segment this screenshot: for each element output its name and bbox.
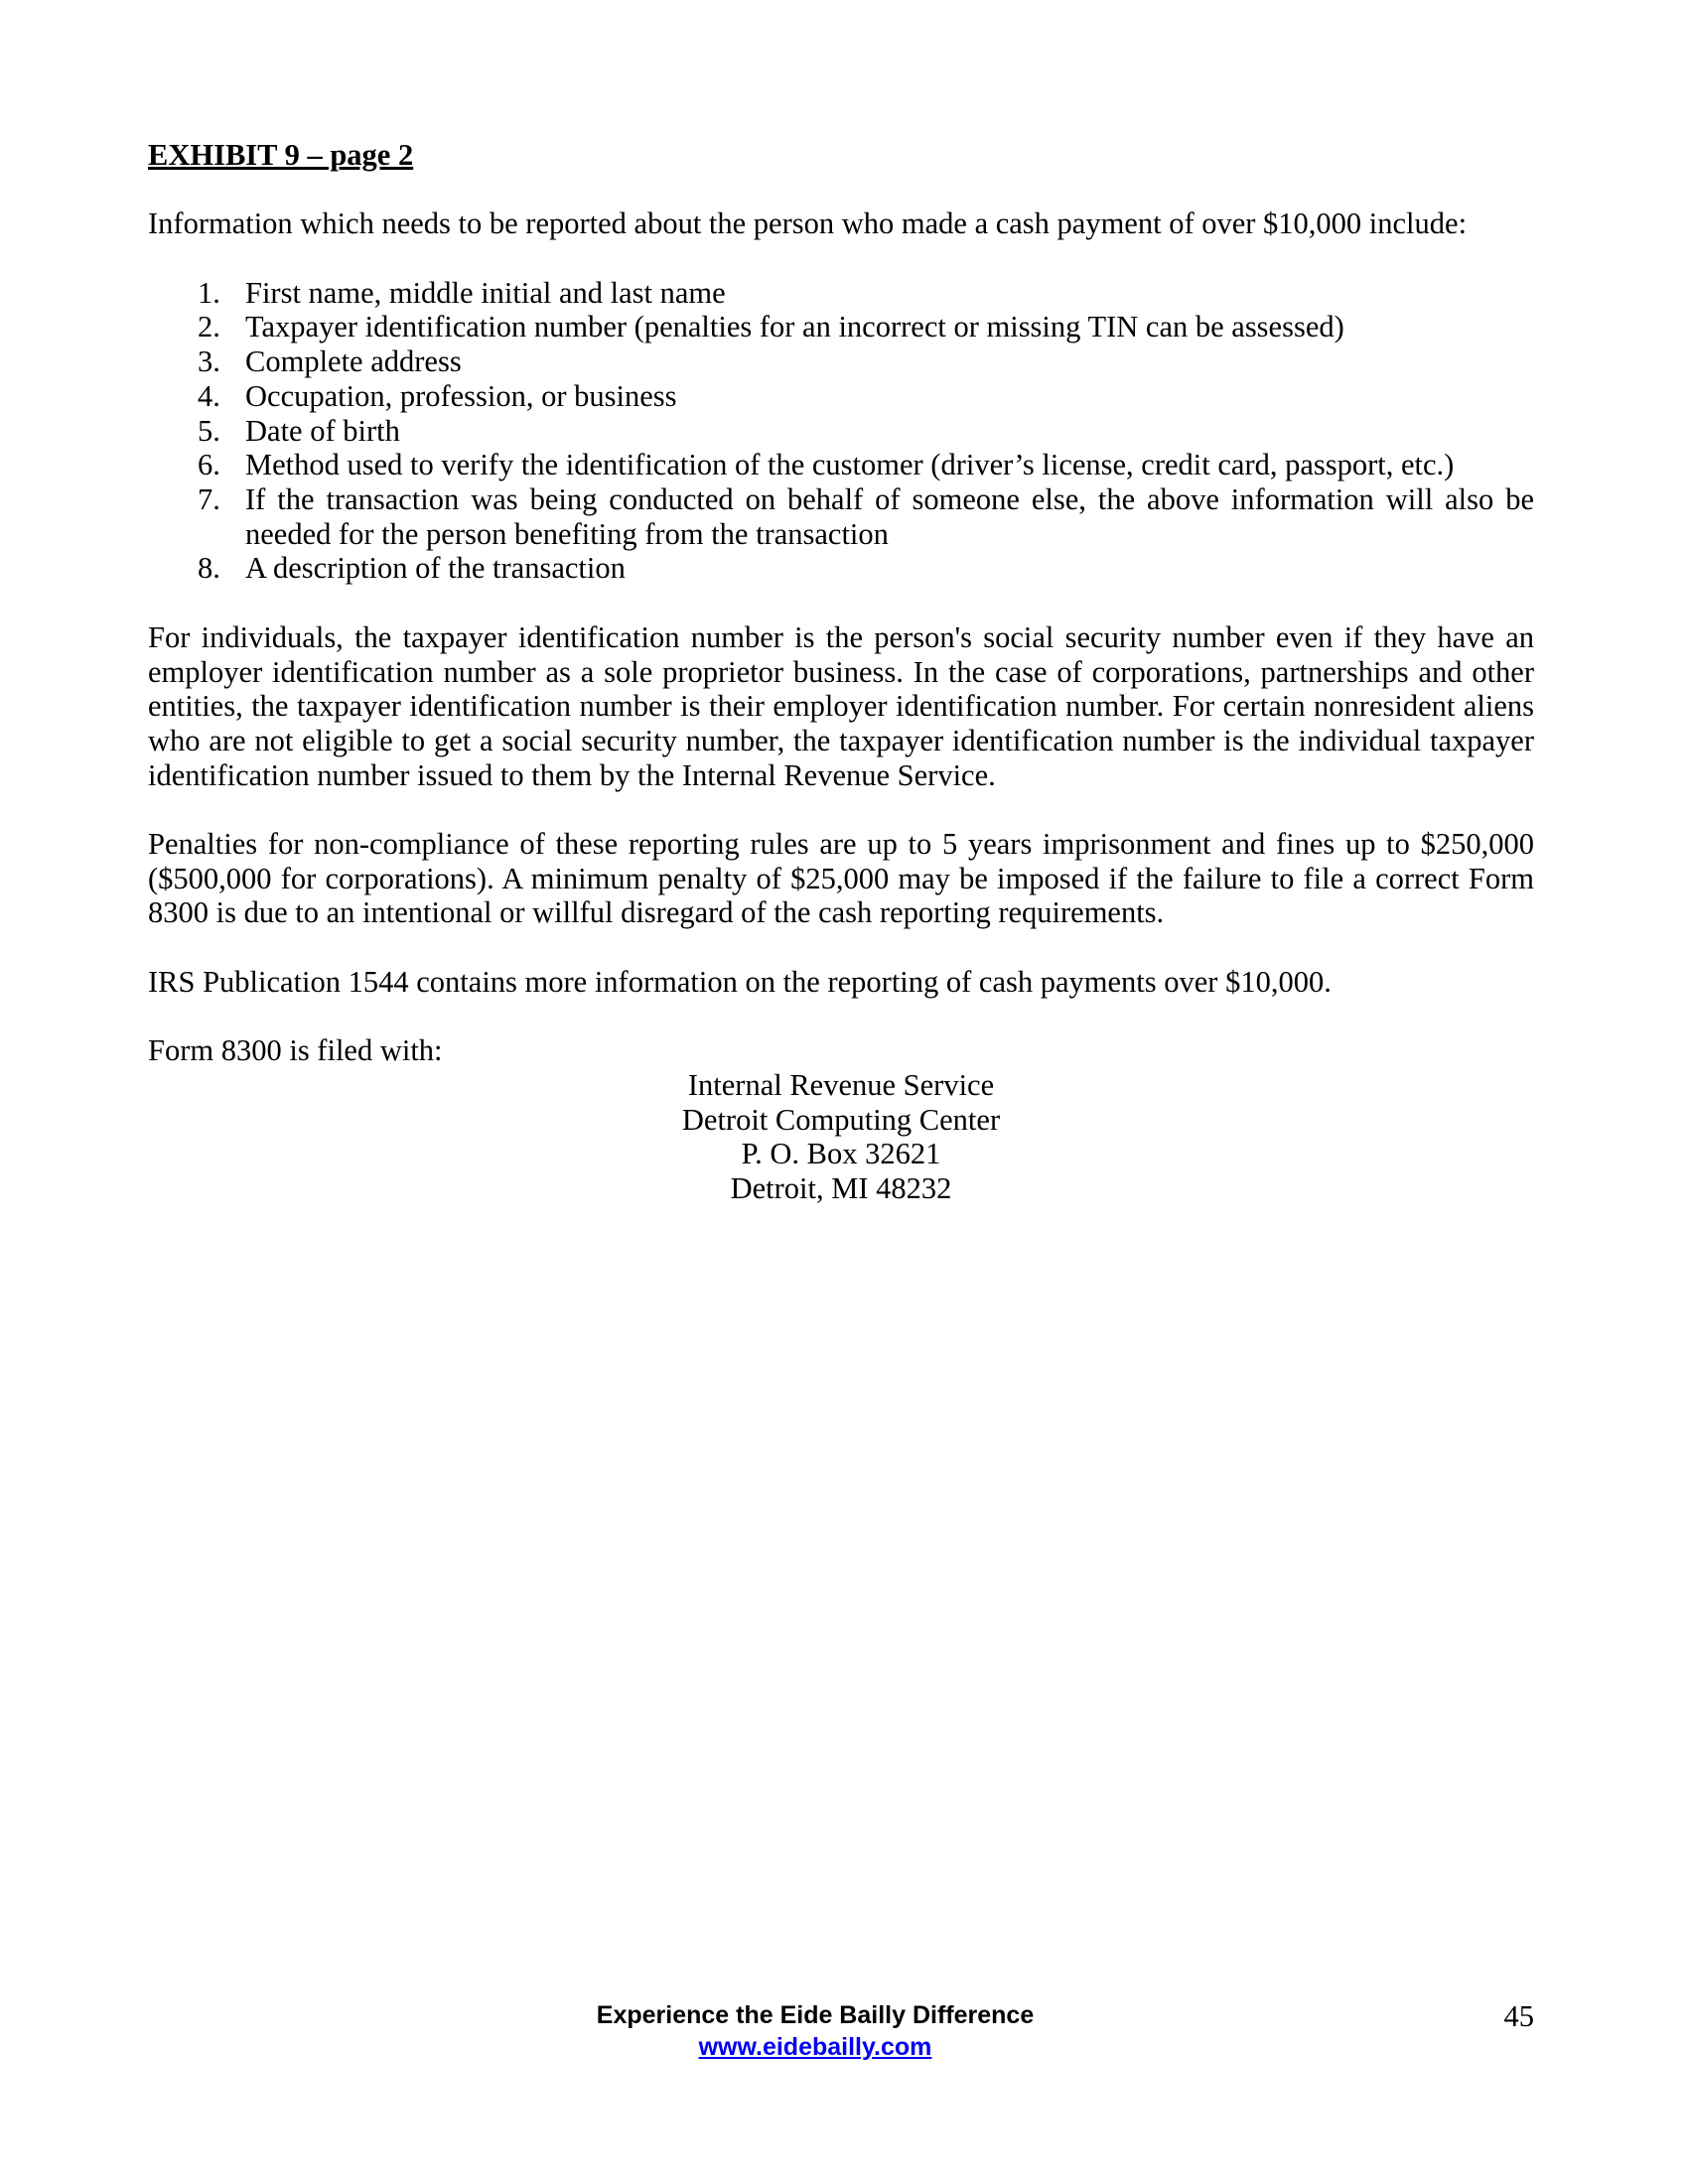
footer-website-link[interactable]: www.eidebailly.com bbox=[698, 2033, 932, 2061]
list-text: Occupation, profession, or business bbox=[245, 378, 677, 413]
page-number: 45 bbox=[1503, 1999, 1534, 2033]
list-item bbox=[148, 482, 1534, 551]
required-info-list bbox=[148, 276, 1534, 586]
list-item bbox=[148, 310, 1534, 344]
footer-tagline: Experience the Eide Bailly Difference bbox=[596, 2001, 1035, 2029]
address-line: Detroit, MI 48232 bbox=[730, 1171, 952, 1205]
list-number: 6. bbox=[198, 448, 220, 482]
list-text: Complete address bbox=[245, 344, 462, 379]
list-item bbox=[148, 276, 1534, 311]
exhibit-title: EXHIBIT 9 – page 2 bbox=[148, 138, 414, 172]
list-item bbox=[148, 448, 1534, 482]
list-text: A description of the transaction bbox=[245, 551, 626, 586]
list-text: Method used to verify the identification of the customer (driver’s license, credit card, passport, etc.) bbox=[245, 448, 1455, 482]
list-text: Date of birth bbox=[245, 413, 400, 448]
publication-paragraph: IRS Publication 1544 contains more information on the reporting of cash payments over $10,000. bbox=[148, 964, 1332, 999]
list-item bbox=[148, 379, 1534, 414]
list-item bbox=[148, 414, 1534, 449]
list-number: 4. bbox=[198, 378, 220, 413]
irs-address bbox=[148, 1068, 1534, 1206]
list-number: 1. bbox=[198, 275, 220, 310]
list-text: Taxpayer identification number (penalties for an incorrect or missing TIN can be assessed) bbox=[245, 310, 1344, 344]
page-footer bbox=[478, 1999, 1153, 2063]
address-line: Detroit Computing Center bbox=[681, 1102, 1001, 1137]
list-number: 8. bbox=[198, 551, 220, 586]
intro-paragraph: Information which needs to be reported about the person who made a cash payment of over $10,000 include: bbox=[148, 206, 1468, 241]
address-line: Internal Revenue Service bbox=[687, 1067, 995, 1102]
list-item bbox=[148, 344, 1534, 379]
list-number: 3. bbox=[198, 344, 220, 379]
document-page bbox=[148, 138, 1534, 1206]
tin-paragraph: For individuals, the taxpayer identification number is the person's social security number even if they have an employer identification number as a sole proprietor business. In the case of corporations, partnerships and other entities, the taxpayer identification number is their employer identification number. For certain nonresident aliens who are not eligible to get a social security number, the taxpayer identification number is the individual taxpayer identification number issued to them by the Internal Revenue Service. bbox=[148, 619, 1534, 792]
list-text: If the transaction was being conducted on behalf of someone else, the above information will also be needed for the person benefiting from the transaction bbox=[245, 482, 1534, 551]
list-number: 2. bbox=[198, 310, 220, 344]
list-number: 5. bbox=[198, 413, 220, 448]
address-line: P. O. Box 32621 bbox=[741, 1137, 941, 1171]
list-text: First name, middle initial and last name bbox=[245, 275, 726, 310]
filed-with-label: Form 8300 is filed with: bbox=[148, 1033, 443, 1068]
penalties-paragraph: Penalties for non-compliance of these reporting rules are up to 5 years imprisonment and fines up to $250,000 ($500,000 for corporations). A minimum penalty of $25,000 may be imposed if the failure to file a correct Form 8300 is due to an intentional or willful disregard of the cash reporting requirements. bbox=[148, 827, 1534, 930]
list-item bbox=[148, 551, 1534, 586]
list-number: 7. bbox=[198, 482, 220, 516]
